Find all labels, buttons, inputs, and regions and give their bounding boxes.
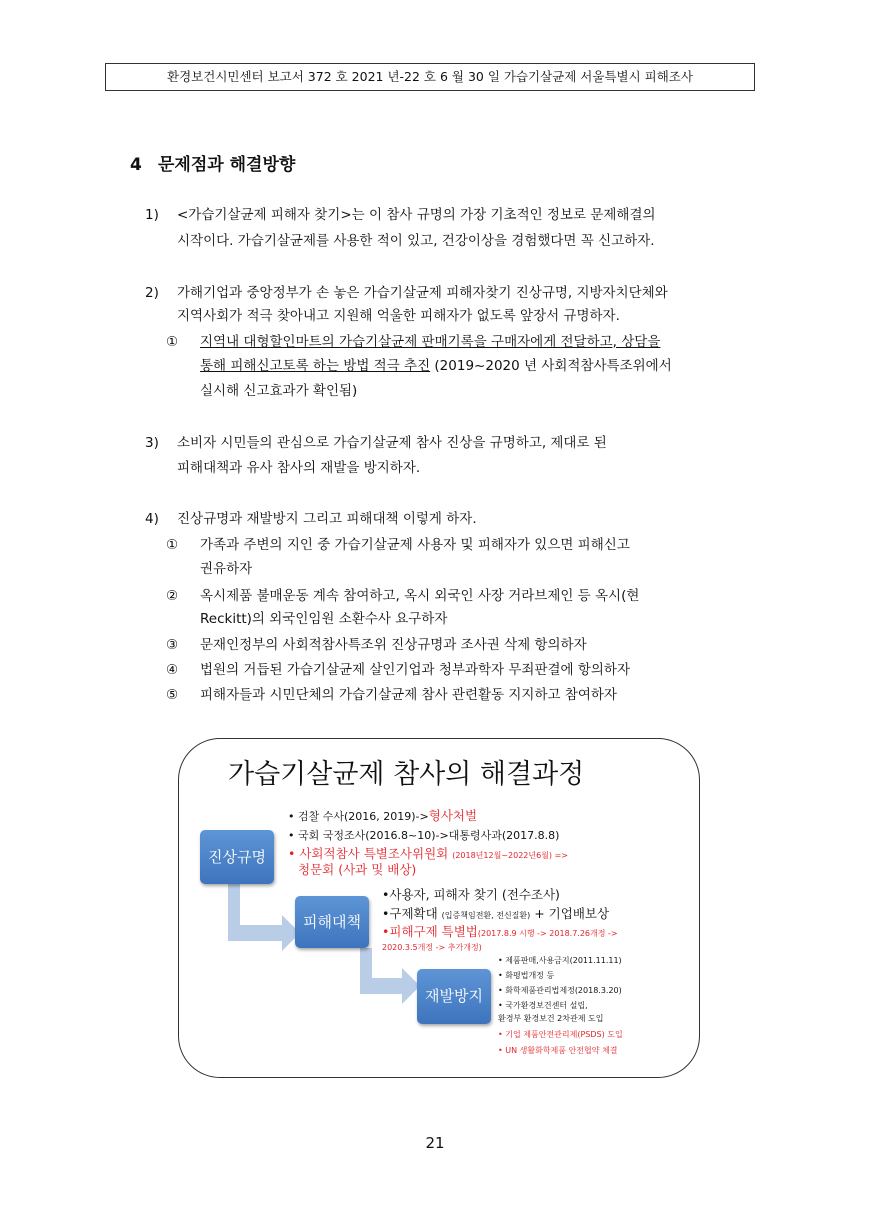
subitem-label: ⑤ [166, 687, 179, 703]
diagram-line [382, 907, 609, 923]
diagram-line: • 국회 국정조사(2016.8~10)->대통령사과(2017.8.8) [288, 829, 560, 842]
subitem-text: 권유하자 [200, 561, 253, 577]
diagram-text-small: (입증책임전환, 전신질환) [441, 911, 531, 920]
item-text: 진상규명과 재발방지 그리고 피해대책 이렇게 하자. [177, 511, 477, 527]
diagram-line [288, 809, 477, 824]
diagram-text: • 검찰 수사(2016, 2019)-> [288, 810, 429, 823]
subitem-label: ① [166, 334, 179, 350]
underlined-text: 통해 피해신고토록 하는 방법 적극 추진 [200, 358, 431, 374]
diagram-line: • 기업 제품안전관리제(PSDS) 도입 [498, 1030, 623, 1039]
item-label: 3) [145, 435, 159, 451]
arrow-1-icon [228, 883, 300, 951]
subitem-text-rest: (2019~2020 년 사회적참사특조위에서 [430, 358, 672, 374]
subitem-label: ① [166, 537, 179, 553]
item-text: 지역사회가 적극 찾아내고 지원해 억울한 피해자가 없도록 앞장서 규명하자. [177, 308, 620, 324]
diagram-line [382, 925, 618, 941]
subitem-text: 옥시제품 불매운동 계속 참여하고, 옥시 외국인 사장 거라브제인 등 옥시(현 [200, 588, 640, 604]
subitem-text: 가족과 주변의 지인 중 가습기살균제 사용자 및 피해자가 있으면 피해신고 [200, 537, 630, 553]
subitem-label: ④ [166, 662, 179, 678]
diagram-text: + 기업배보상 [530, 906, 610, 921]
diagram-line: • 화학제품관리법제정(2018.3.20) [498, 986, 622, 995]
subitem-label: ② [166, 588, 179, 604]
page-number: 21 [425, 1134, 445, 1152]
section-title: 문제점과 해결방향 [158, 155, 296, 175]
item-text: <가습기살균제 피해자 찾기>는 이 참사 규명의 가장 기초적인 정보로 문제해결의 [177, 207, 656, 223]
diagram-text-red: 형사처벌 [428, 808, 478, 823]
diagram-line: 환경부 환경보건 2차관제 도입 [498, 1014, 604, 1023]
subitem-text: 문재인정부의 사회적참사특조위 진상규명과 조사권 삭제 항의하자 [200, 637, 587, 653]
diagram-title: 가습기살균제 참사의 해결과정 [228, 759, 585, 790]
item-label: 2) [145, 285, 159, 301]
diagram-text-red: •피해구제 특별법 [382, 924, 478, 939]
report-header: 환경보건시민센터 보고서 372 호 2021 년-22 호 6 월 30 일 가습기살균제 서울특별시 피해조사 [105, 63, 755, 91]
diagram-line: •사용자, 피해자 찾기 (전수조사) [382, 887, 560, 902]
subitem-text: 피해자들과 시민단체의 가습기살균제 참사 관련활동 지지하고 참여하자 [200, 687, 617, 703]
diagram-line: • 화평법개정 등 [498, 971, 555, 980]
item-label: 4) [145, 511, 159, 527]
item-text: 소비자 시민들의 관심으로 가습기살균제 참사 진상을 규명하고, 제대로 된 [177, 435, 607, 451]
item-text: 피해대책과 유사 참사의 재발을 방지하자. [177, 460, 421, 476]
arrow-2-icon [360, 948, 420, 1004]
diagram-line: • 국가환경보건센터 설립, [498, 1001, 588, 1010]
diagram-text-small: (2017.8.9 시행 -> 2018.7.26개정 -> [477, 929, 618, 938]
diagram-block-3: 재발방지 [417, 969, 491, 1024]
diagram-line: 청문회 (사과 및 배상) [298, 862, 417, 877]
diagram-line [288, 847, 568, 863]
item-text: 가해기업과 중앙정부가 손 놓은 가습기살균제 피해자찾기 진상규명, 지방자치단체와 [177, 285, 668, 301]
diagram-block-1: 진상규명 [200, 830, 274, 884]
item-label: 1) [145, 207, 159, 223]
diagram-line: • UN 생활화학제품 안전협약 체결 [498, 1046, 618, 1055]
subitem-label: ③ [166, 637, 179, 653]
diagram-line: 2020.3.5개정 -> 추가개정) [382, 943, 482, 952]
section-number: 4 [130, 155, 142, 175]
subitem-text: Reckitt)의 외국인임원 소환수사 요구하자 [200, 611, 448, 627]
diagram-block-2: 피해대책 [295, 896, 369, 948]
subitem-text: 지역내 대형할인마트의 가습기살균제 판매기록을 구매자에게 전달하고, 상담을 [200, 334, 661, 350]
diagram-text-small: (2018년12월~2022년6월) => [452, 851, 568, 860]
subitem-text: 실시해 신고효과가 확인됨) [200, 383, 358, 399]
item-text: 시작이다. 가습기살균제를 사용한 적이 있고, 건강이상을 경험했다면 꼭 신고하자. [177, 233, 655, 249]
diagram-text-red: • 사회적참사 특별조사위원회 [288, 846, 453, 861]
diagram-text: •구제확대 [382, 906, 442, 921]
subitem-text: 법원의 거듭된 가습기살균제 살인기업과 청부과학자 무죄판결에 항의하자 [200, 662, 631, 678]
diagram-line: • 제품판매,사용금지(2011.11.11) [498, 956, 622, 965]
